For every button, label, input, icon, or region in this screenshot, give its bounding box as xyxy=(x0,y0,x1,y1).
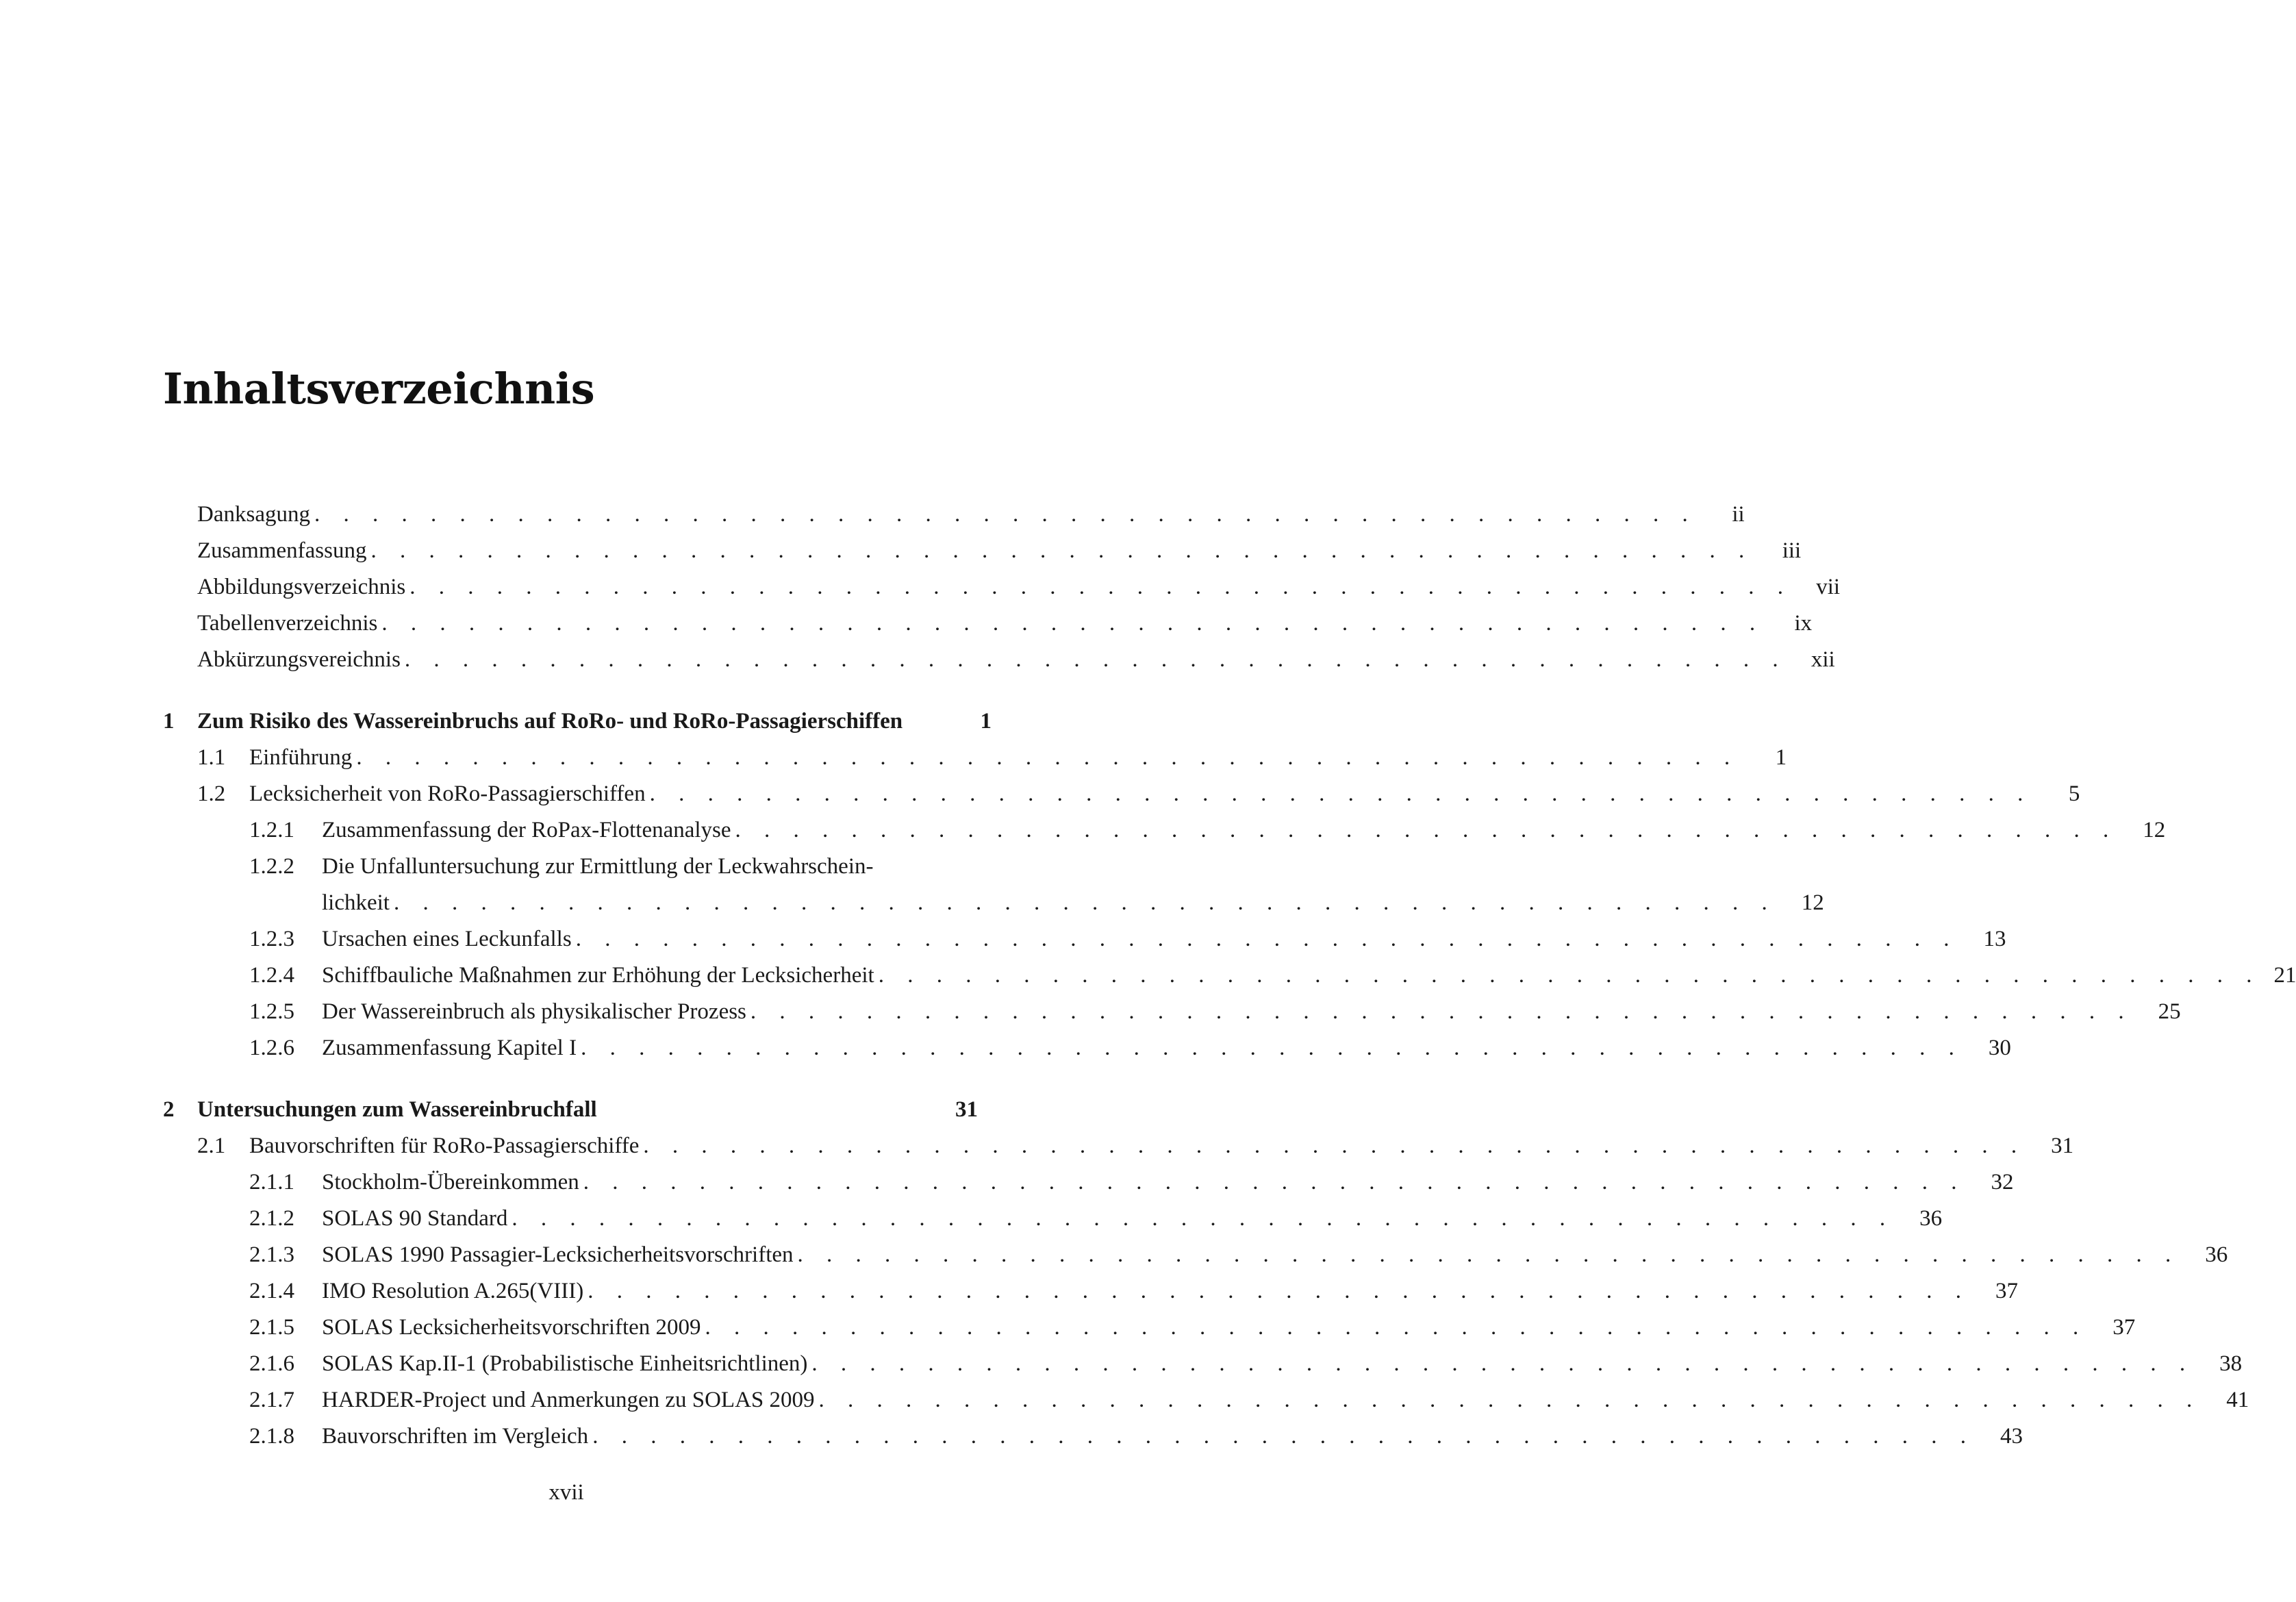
toc-subsection-1-2-1[interactable] xyxy=(249,812,2166,849)
toc-leader-dots: . . . . . . . . . . . . . . . . . . . . . . . . . . . . . . . . . . . . . . . . . . . . . . . . xyxy=(370,538,1754,563)
toc-section-2-1[interactable] xyxy=(197,1128,2074,1164)
subsection-title: Die Unfalluntersuchung zur Ermittlung der Leckwahrschein- xyxy=(322,854,874,879)
toc-leader-dots: . . . . . . . . . . . . . . . . . . . . . . . . . . . . . . . . . . . . . . . . . . . . . . . . xyxy=(393,890,1776,915)
toc-subsection-1-2-3[interactable] xyxy=(249,921,2006,958)
toc-subsection-1-2-5[interactable] xyxy=(249,994,2181,1030)
toc-entry-danksagung[interactable] xyxy=(197,497,1745,533)
subsection-number: 2.1.2 xyxy=(249,1206,294,1231)
toc-leader-dots: . . . . . . . . . . . . . . . . . . . . . . . . . . . . . . . . . . . . . . . . . . . . . . . . xyxy=(583,1170,1966,1194)
toc-page-number: 41 xyxy=(2226,1388,2249,1412)
toc-entry-title: Abbildungsverzeichnis xyxy=(197,575,406,599)
chapter-number: 1 xyxy=(163,709,175,734)
subsection-number: 2.1.3 xyxy=(249,1242,294,1267)
section-number: 1.2 xyxy=(197,781,226,806)
section-number: 2.1 xyxy=(197,1134,226,1158)
chapter-number: 2 xyxy=(163,1097,175,1122)
subsection-number: 2.1.7 xyxy=(249,1388,294,1412)
toc-leader-dots: . . . . . . . . . . . . . . . . . . . . . . . . . . . . . . . . . . . . . . . . . . . . . . . . xyxy=(381,611,1765,636)
subsection-number: 1.2.3 xyxy=(249,927,294,951)
toc-page-number: 21 xyxy=(2273,963,2296,988)
toc-page-number: 12 xyxy=(1801,890,1824,915)
toc-page-number: ii xyxy=(1732,502,1745,527)
subsection-title: Ursachen eines Leckunfalls xyxy=(322,927,572,951)
chapter-title: Untersuchungen zum Wassereinbruchfall xyxy=(197,1097,597,1122)
subsection-title: Zusammenfassung Kapitel I xyxy=(322,1036,577,1060)
subsection-title: SOLAS 1990 Passagier-Lecksicherheitsvorschriften xyxy=(322,1242,794,1267)
toc-entry-title: Abkürzungsvereichnis xyxy=(197,647,401,672)
toc-page-number: 12 xyxy=(2143,818,2166,842)
toc-page-number: 37 xyxy=(1995,1279,2018,1303)
subsection-title: Bauvorschriften im Vergleich xyxy=(322,1424,589,1449)
subsection-number: 1.2.5 xyxy=(249,999,294,1024)
toc-page-number: 25 xyxy=(2158,999,2181,1024)
chapter-title: Zum Risiko des Wassereinbruchs auf RoRo- und RoRo-Passagierschiffen xyxy=(197,709,903,734)
toc-page-number: 31 xyxy=(2051,1134,2074,1158)
toc-section-1-1[interactable] xyxy=(197,740,1787,776)
toc-leader-dots: . . . . . . . . . . . . . . . . . . . . . . . . . . . . . . . . . . . . . . . . . . . . . . . . xyxy=(314,502,1697,527)
toc-page-number: 36 xyxy=(2205,1242,2228,1267)
subsection-title: Der Wassereinbruch als physikalischer Prozess xyxy=(322,999,746,1024)
toc-page-number: 43 xyxy=(1999,1424,2023,1449)
toc-page-number: vii xyxy=(1816,575,1841,599)
toc-page-number: 13 xyxy=(1983,927,2006,951)
subsection-number: 2.1.4 xyxy=(249,1279,294,1303)
toc-entry-tabellenverzeichnis[interactable] xyxy=(197,605,1813,642)
subsection-number: 1.2.2 xyxy=(249,854,294,879)
subsection-number: 2.1.8 xyxy=(249,1424,294,1449)
section-title: Lecksicherheit von RoRo-Passagierschiffen xyxy=(249,781,646,806)
subsection-title: IMO Resolution A.265(VIII) xyxy=(322,1279,584,1303)
toc-leader-dots: . . . . . . . . . . . . . . . . . . . . . . . . . . . . . . . . . . . . . . . . . . . . . . . . xyxy=(797,1242,2180,1267)
page-title: Inhaltsverzeichnis xyxy=(163,364,595,414)
toc-subsection-2-1-1[interactable] xyxy=(249,1164,2014,1201)
subsection-number: 1.2.4 xyxy=(249,963,294,988)
toc-leader-dots: . . . . . . . . . . . . . . . . . . . . . . . . . . . . . . . . . . . . . . . . . . . . . . . . xyxy=(878,963,2261,988)
toc-subsection-1-2-6[interactable] xyxy=(249,1030,2011,1066)
toc-page-number: 31 xyxy=(955,1097,978,1122)
toc-page-number: iii xyxy=(1782,538,1802,563)
toc-leader-dots: . . . . . . . . . . . . . . . . . . . . . . . . . . . . . . . . . . . . . . . . . . . . . . . . xyxy=(512,1206,1895,1231)
subsection-title: Stockholm-Übereinkommen xyxy=(322,1170,579,1194)
toc-leader-dots: . . . . . . . . . . . . . . . . . . . . . . . . . . . . . . . . . . . . . . . . . . . . . . . . xyxy=(750,999,2133,1024)
toc-subsection-1-2-4[interactable] xyxy=(249,958,2296,994)
toc-page-number: xii xyxy=(1811,647,1835,672)
toc-chapter-2[interactable] xyxy=(163,1092,978,1128)
subsection-number: 1.2.1 xyxy=(249,818,294,842)
toc-leader-dots: . . . . . . . . . . . . . . . . . . . . . . . . . . . . . . . . . . . . . . . . . . . . . . . . xyxy=(575,927,1958,951)
toc-leader-dots: . . . . . . . . . . . . . . . . . . . . . . . . . . . . . . . . . . . . . . . . . . . . . . . . xyxy=(735,818,2118,842)
toc-subsection-2-1-7[interactable] xyxy=(249,1382,2249,1418)
toc-entry-abbildungsverzeichnis[interactable] xyxy=(197,569,1841,605)
subsection-title: Schiffbauliche Maßnahmen zur Erhöhung der Lecksicherheit xyxy=(322,963,874,988)
toc-entry-title: Tabellenverzeichnis xyxy=(197,611,378,636)
toc-subsection-2-1-5[interactable] xyxy=(249,1310,2136,1346)
section-number: 1.1 xyxy=(197,745,226,770)
toc-subsection-1-2-2[interactable] xyxy=(249,849,978,885)
subsection-title: SOLAS Kap.II-1 (Probabilistische Einheitsrichtlinen) xyxy=(322,1351,808,1376)
toc-leader-dots: . . . . . . . . . . . . . . . . . . . . . . . . . . . . . . . . . . . . . . . . . . . . . . . . xyxy=(643,1134,2026,1158)
toc-leader-dots: . . . . . . . . . . . . . . . . . . . . . . . . . . . . . . . . . . . . . . . . . . . . . . . . xyxy=(409,575,1793,599)
subsection-number: 2.1.5 xyxy=(249,1315,294,1340)
toc-leader-dots: . . . . . . . . . . . . . . . . . . . . . . . . . . . . . . . . . . . . . . . . . . . . . . . . xyxy=(588,1279,1970,1303)
toc-leader-dots: . . . . . . . . . . . . . . . . . . . . . . . . . . . . . . . . . . . . . . . . . . . . . . . . xyxy=(818,1388,2202,1412)
toc-page-number: 37 xyxy=(2112,1315,2136,1340)
subsection-number: 1.2.6 xyxy=(249,1036,294,1060)
toc-page-number: 5 xyxy=(2068,781,2080,806)
subsection-number: 2.1.6 xyxy=(249,1351,294,1376)
section-title: Einführung xyxy=(249,745,353,770)
subsection-title: Zusammenfassung der RoPax-Flottenanalyse xyxy=(322,818,731,842)
toc-subsection-2-1-8[interactable] xyxy=(249,1418,2023,1455)
toc-chapter-1[interactable] xyxy=(163,703,992,740)
toc-leader-dots: . . . . . . . . . . . . . . . . . . . . . . . . . . . . . . . . . . . . . . . . . . . . . . . . xyxy=(581,1036,1963,1060)
footer-page-number: xvii xyxy=(548,1480,584,1505)
subsection-number: 2.1.1 xyxy=(249,1170,294,1194)
toc-subsection-2-1-3[interactable] xyxy=(249,1237,2228,1273)
subsection-title-continued: lichkeit xyxy=(322,890,390,915)
toc-leader-dots: . . . . . . . . . . . . . . . . . . . . . . . . . . . . . . . . . . . . . . . . . . . . . . . . xyxy=(592,1424,1975,1449)
toc-entry-abkuerzungsverzeichnis[interactable] xyxy=(197,642,1835,678)
subsection-title: HARDER-Project und Anmerkungen zu SOLAS 2009 xyxy=(322,1388,815,1412)
toc-section-1-2[interactable] xyxy=(197,776,2080,812)
toc-subsection-1-2-2-continued[interactable] xyxy=(322,885,1824,921)
toc-leader-dots: . . . . . . . . . . . . . . . . . . . . . . . . . . . . . . . . . . . . . . . . . . . . . . . . xyxy=(356,745,1739,770)
toc-entry-title: Danksagung xyxy=(197,502,310,527)
toc-page-number: 30 xyxy=(1988,1036,2011,1060)
toc-subsection-2-1-6[interactable] xyxy=(249,1346,2243,1382)
toc-entry-title: Zusammenfassung xyxy=(197,538,367,563)
toc-entry-zusammenfassung[interactable] xyxy=(197,533,1802,569)
toc-leader-dots: . . . . . . . . . . . . . . . . . . . . . . . . . . . . . . . . . . . . . . . . . . . . . . . . xyxy=(705,1315,2088,1340)
toc-subsection-2-1-4[interactable] xyxy=(249,1273,2018,1310)
toc-page-number: 1 xyxy=(980,709,992,734)
toc-page-number: 32 xyxy=(1991,1170,2014,1194)
toc-leader-dots: . . . . . . . . . . . . . . . . . . . . . . . . . . . . . . . . . . . . . . . . . . . . . . . . xyxy=(649,781,2032,806)
toc-page-number: 38 xyxy=(2219,1351,2243,1376)
toc-leader-dots: . . . . . . . . . . . . . . . . . . . . . . . . . . . . . . . . . . . . . . . . . . . . . . . . xyxy=(404,647,1787,672)
toc-page-number: 36 xyxy=(1919,1206,1943,1231)
toc-page-number: ix xyxy=(1794,611,1813,636)
toc-leader-dots: . . . . . . . . . . . . . . . . . . . . . . . . . . . . . . . . . . . . . . . . . . . . . . . . xyxy=(811,1351,2195,1376)
toc-subsection-2-1-2[interactable] xyxy=(249,1201,1943,1237)
toc-page-number: 1 xyxy=(1775,745,1787,770)
subsection-title: SOLAS 90 Standard xyxy=(322,1206,508,1231)
subsection-title: SOLAS Lecksicherheitsvorschriften 2009 xyxy=(322,1315,701,1340)
section-title: Bauvorschriften für RoRo-Passagierschiffe xyxy=(249,1134,640,1158)
